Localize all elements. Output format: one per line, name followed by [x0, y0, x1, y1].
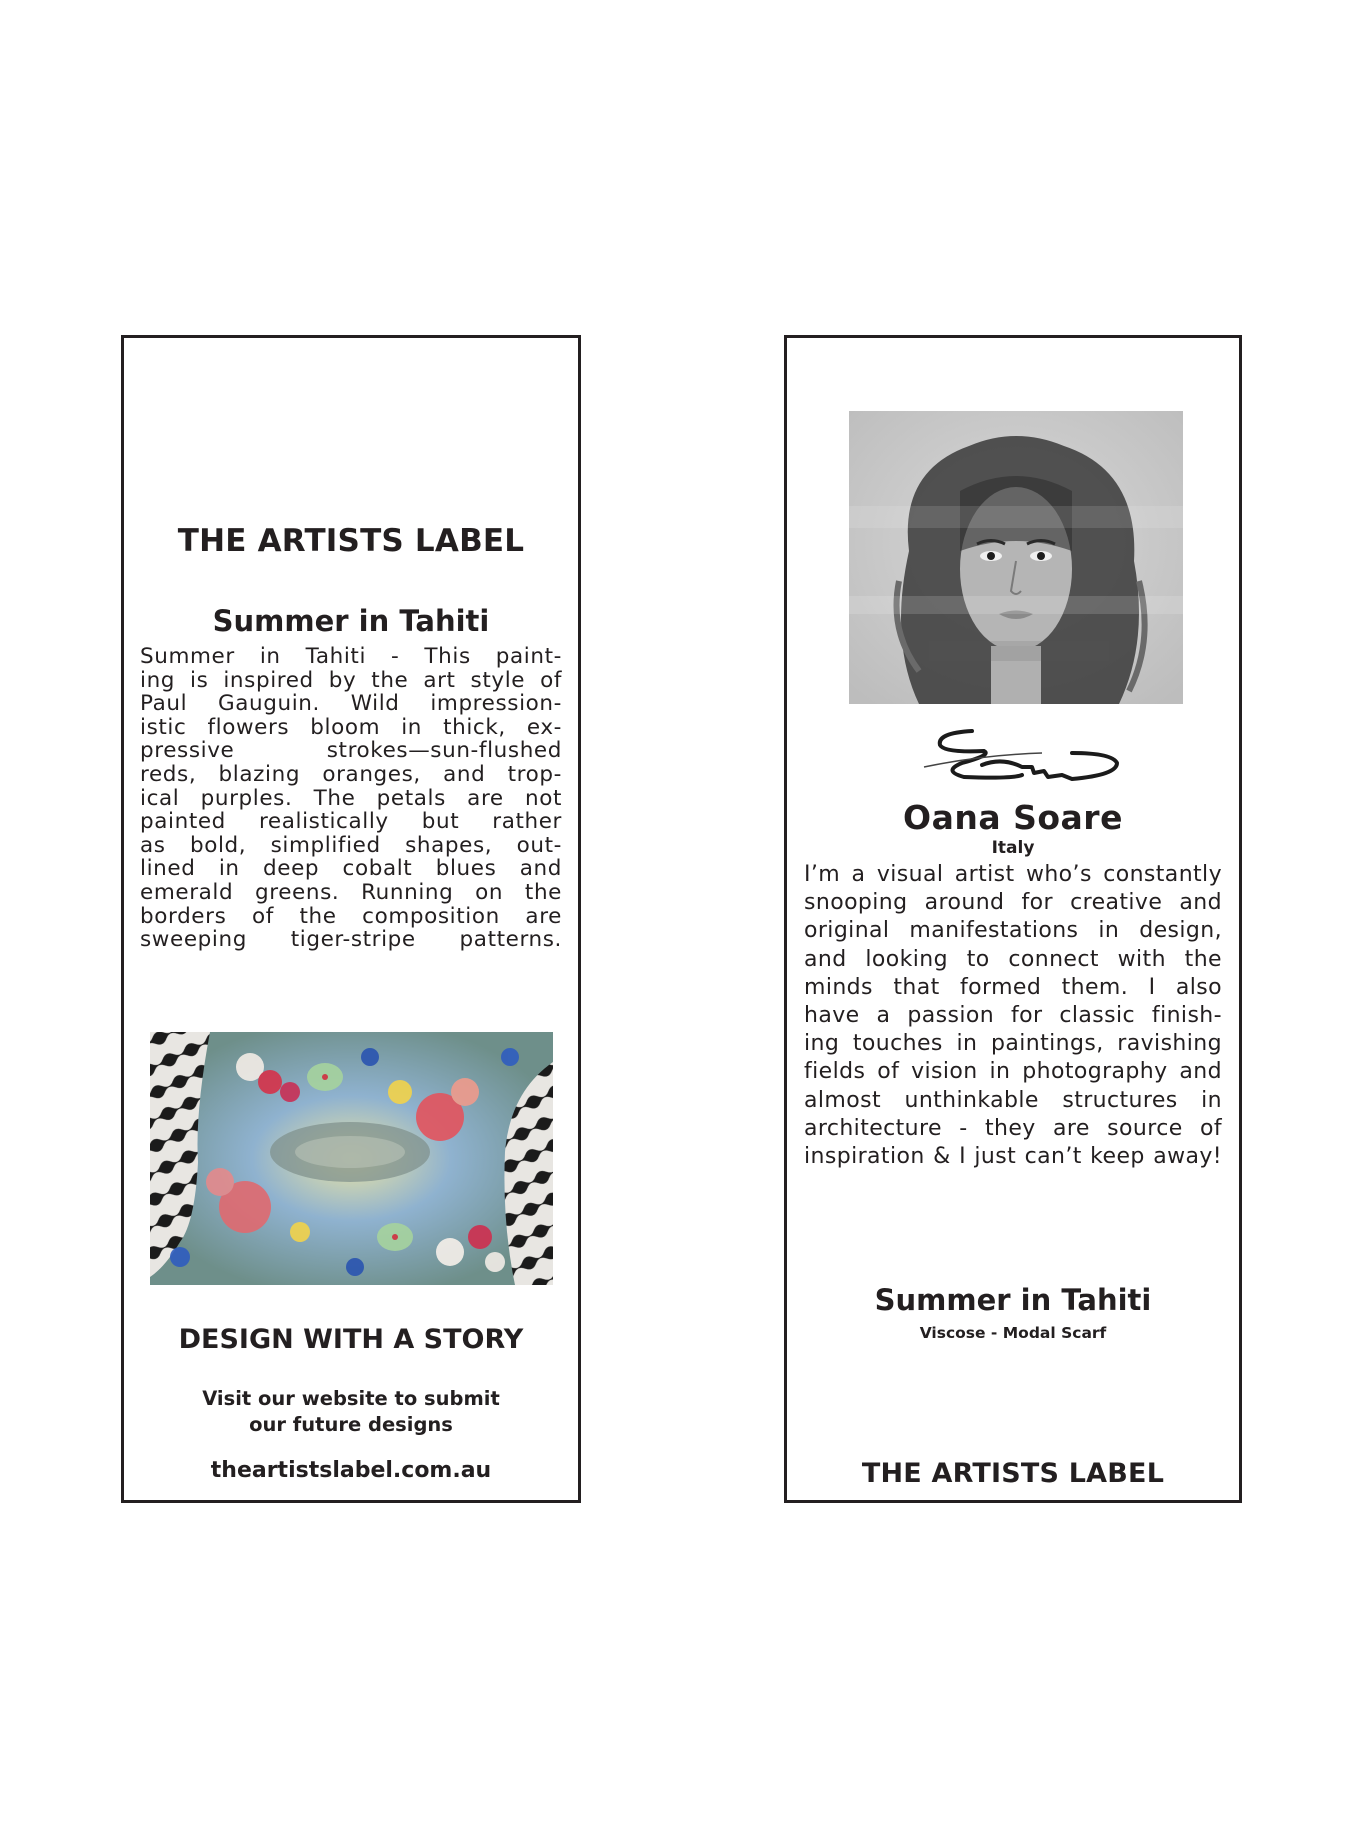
description-line: ical purples. The petals are not	[140, 785, 562, 811]
bio-line: snooping around for creative and	[804, 890, 1222, 916]
artist-country: Italy	[991, 838, 1035, 858]
description-line: reds, blazing oranges, and trop-	[140, 761, 562, 787]
bio-line: original manifestations in design,	[804, 918, 1222, 944]
bio-line: fields of vision in photography and	[804, 1059, 1222, 1085]
bio-line: I’m a visual artist who’s constantly	[804, 862, 1222, 887]
product-material: Viscose - Modal Scarf	[919, 1324, 1107, 1342]
brand-title: THE ARTISTS LABEL	[177, 523, 525, 559]
submit-designs-note	[124, 1386, 578, 1438]
product-label-card-front	[121, 335, 581, 1503]
design-title: Summer in Tahiti	[874, 1283, 1152, 1317]
artist-bio	[804, 861, 1222, 1171]
bio-line: have a passion for classic finish-	[804, 1003, 1222, 1029]
design-description	[140, 645, 562, 952]
bio-line: almost unthinkable structures in	[804, 1087, 1222, 1113]
bio-line: ing touches in paintings, ravishing	[804, 1031, 1222, 1057]
description-line: painted realistically but rather	[140, 809, 562, 835]
submit-note-line: our future designs	[249, 1413, 453, 1436]
description-line: sweeping tiger-stripe patterns.	[140, 927, 562, 953]
description-line: borders of the composition are	[140, 903, 562, 929]
brand-title: THE ARTISTS LABEL	[861, 1458, 1165, 1489]
scarf-artwork-image	[150, 1032, 553, 1285]
bio-line: minds that formed them. I also	[804, 974, 1222, 1000]
bio-line: inspiration & I just can’t keep away!	[804, 1144, 1222, 1170]
description-line: emerald greens. Running on the	[140, 879, 562, 905]
bio-line: and looking to connect with the	[804, 946, 1222, 972]
tagline: DESIGN WITH A STORY	[178, 1324, 524, 1355]
description-line: Paul Gauguin. Wild impression-	[140, 691, 562, 717]
submit-note-line: Visit our website to submit	[202, 1387, 500, 1410]
description-line: ing is inspired by the art style of	[140, 667, 562, 693]
artist-signature	[922, 723, 1122, 787]
bio-line: architecture - they are source of	[804, 1115, 1222, 1141]
website-link[interactable]: theartistslabel.com.au	[210, 1458, 492, 1483]
description-line: istic flowers bloom in thick, ex-	[140, 714, 562, 740]
description-line: as bold, simplified shapes, out-	[140, 832, 562, 858]
product-label-card-back	[784, 335, 1242, 1503]
description-line: pressive strokes—sun-flushed	[140, 738, 562, 764]
artist-name: Oana Soare	[903, 798, 1123, 837]
artist-portrait-image	[849, 411, 1183, 704]
description-line: lined in deep cobalt blues and	[140, 856, 562, 882]
design-title: Summer in Tahiti	[212, 604, 490, 638]
description-line: Summer in Tahiti - This paint-	[140, 644, 562, 669]
